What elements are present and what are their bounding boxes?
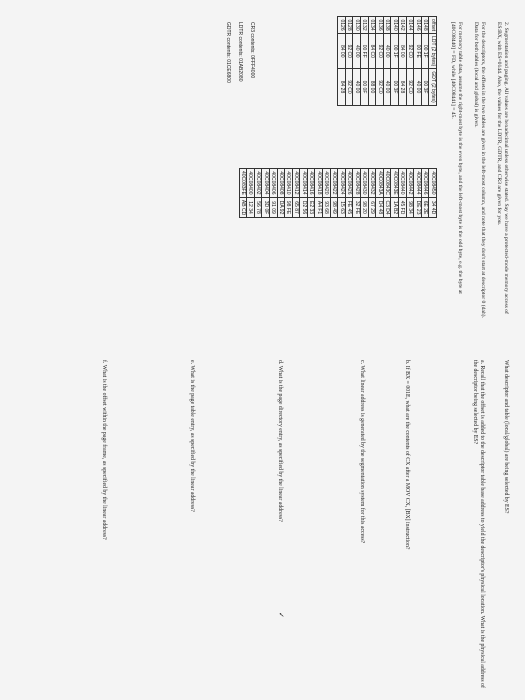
value-cell: DE 23 (414, 197, 422, 217)
value-cell: 56 78 (254, 197, 262, 217)
value-cell: 91 09 (269, 197, 277, 217)
ldt-cell: 92 C0 (376, 34, 384, 69)
ldt-cell: 00 FF (361, 34, 369, 69)
address-cell: 40C08450 (429, 169, 437, 198)
gdt-cell: 00 3F (391, 69, 399, 105)
ldt-cell: 92 C0 (345, 34, 353, 69)
ldt-cell: 84 C0 (368, 34, 376, 69)
memory-row (421, 169, 429, 218)
memory-row (345, 169, 353, 218)
memory-row (269, 169, 277, 218)
offset-cell: 0132 (361, 17, 369, 34)
memory-table (239, 168, 437, 218)
memory-note: For memory table data, assume the right-most byte is the even byte, and the left-most byte is the odd byte, e.g. the byte at [40C08440] = FD, while [40C08441] = 45. (450, 22, 463, 294)
ldt-cell: 00 1F (421, 34, 429, 69)
value-cell: E2 33 (307, 197, 315, 217)
memory-row (247, 169, 255, 218)
header-offset: offset (429, 17, 437, 34)
value-cell: A4 F1 (315, 197, 323, 217)
memory-row (323, 169, 331, 218)
value-cell: AB CD (239, 197, 247, 217)
descriptors-note: For the descriptors, the offsets in the two tables are given in the left-most column, and note that they don't start at descriptor 0 (dah). Data for both tables (local and global) is given. (473, 22, 486, 318)
value-cell: 1A B2 (391, 197, 399, 217)
value-cell: 3D 0F (262, 197, 270, 217)
address-cell: 40C08442 (406, 169, 414, 198)
address-cell: 40C08414 (300, 169, 308, 198)
question-c: c. What linear address is generated by the segmentation system for this access? (359, 360, 365, 544)
address-cell: 40C08400 (247, 169, 255, 198)
value-cell: 93 68 (323, 197, 331, 217)
value-cell: DA 92 (277, 197, 285, 217)
memory-row (285, 169, 293, 218)
ldt-cell: 84 00 (399, 34, 407, 69)
offset-cell: 0134 (368, 17, 376, 34)
address-cell: 40C08410 (285, 169, 293, 198)
address-cell: 40C08406 (269, 169, 277, 198)
value-cell: 98 FE (285, 197, 293, 217)
address-cell: 40C08440 (399, 169, 407, 198)
ldt-cell: 84 00 (338, 34, 346, 69)
question-a: a. Recall that the offset is added to the descriptor table base address to yield the descriptor's physical location. What is the physical address of the descriptor being selected by ES? (472, 360, 485, 688)
gdt-cell: 40 00 (414, 69, 422, 105)
descriptor-row (399, 17, 407, 106)
ldtr-contents: LDTR contents: 01AB2080 (237, 22, 243, 82)
offset-cell: 0138 (383, 17, 391, 34)
address-cell: 40C08420 (323, 169, 331, 198)
value-cell: 65 87 (292, 197, 300, 217)
memory-row (315, 169, 323, 218)
gdt-cell: 40 00 (353, 69, 361, 105)
gdt-cell: 92 C0 (345, 69, 353, 105)
memory-row (307, 169, 315, 218)
descriptor-row (338, 17, 346, 106)
memory-row (429, 169, 437, 218)
memory-row (361, 169, 369, 218)
problem-intro (495, 22, 509, 322)
gdt-cell: 40 00 (383, 69, 391, 105)
ldt-cell: 40 00 (383, 34, 391, 69)
address-cell: 40C08430 (361, 169, 369, 198)
memory-row (376, 169, 384, 218)
offset-cell: 0148 (421, 17, 429, 34)
memory-row (300, 169, 308, 218)
memory-row (399, 169, 407, 218)
header-ldt: LDT (2 bytes) (429, 34, 437, 69)
memory-row (338, 169, 346, 218)
descriptor-row (361, 17, 369, 106)
value-cell: FE 45 (345, 197, 353, 217)
memory-row (353, 169, 361, 218)
address-cell: 40C08424 (338, 169, 346, 198)
memory-row (406, 169, 414, 218)
descriptor-table-body (338, 17, 429, 106)
gdt-cell: 84 28 (399, 69, 407, 105)
value-cell: 45 FD (399, 197, 407, 217)
value-cell: 12 34 (247, 197, 255, 217)
memory-row (330, 169, 338, 218)
memory-row (383, 169, 391, 218)
value-cell: 98 34 (406, 197, 414, 217)
address-cell: 40C08412 (292, 169, 300, 198)
offset-cell: 0140 (391, 17, 399, 34)
offset-cell: 0130 (353, 17, 361, 34)
address-cell: 40C08418 (315, 169, 323, 198)
address-cell: 40C0843A (376, 169, 384, 198)
ldt-cell: 00 1F (391, 34, 399, 69)
address-cell: 40C08444 (414, 169, 422, 198)
value-cell: C3 D4 (383, 197, 391, 217)
descriptor-row (406, 17, 414, 106)
address-cell: 40C08408 (277, 169, 285, 198)
memory-row (239, 169, 247, 218)
gdt-cell: 92 C0 (376, 69, 384, 105)
memory-row (254, 169, 262, 218)
offset-cell: 0126 (338, 17, 346, 34)
value-cell: D4 48 (376, 197, 384, 217)
address-cell: 40C08416 (307, 169, 315, 198)
value-cell: 6E 2E (421, 197, 429, 217)
descriptor-row (383, 17, 391, 106)
address-cell: 40C083FE (239, 169, 247, 198)
question-d: d. What is the page directory entry, as specified by the linear address? (277, 360, 283, 522)
memory-row (262, 169, 270, 218)
address-cell: 40C08404 (262, 169, 270, 198)
offset-cell: 0146 (414, 17, 422, 34)
value-cell: 98 20 (361, 197, 369, 217)
question-descriptor: What descriptor and table (local/global) are being selected by ES? (503, 360, 509, 514)
address-cell: 40C08426 (345, 169, 353, 198)
descriptor-row (368, 17, 376, 106)
ldt-cell: 92 C0 (406, 34, 414, 69)
gdt-cell: 00 0F (361, 69, 369, 105)
descriptor-row (376, 17, 384, 106)
question-b: b. If BX = 001E, what are the contents of CX after a MOV CX, [BX] instruction? (404, 360, 410, 550)
ldt-cell: 40 00 (353, 34, 361, 69)
problem-number: 2. (503, 22, 509, 27)
address-cell: 40C0843C (383, 169, 391, 198)
gdt-cell: 88 00 (368, 69, 376, 105)
value-cell: 32 FE (353, 197, 361, 217)
value-cell: 67 29 (368, 197, 376, 217)
offset-cell: 0128 (345, 17, 353, 34)
gdt-cell: 00 3F (421, 69, 429, 105)
descriptor-row (345, 17, 353, 106)
descriptor-row (353, 17, 361, 106)
address-cell: 40C0843E (391, 169, 399, 198)
memory-row (277, 169, 285, 218)
descriptor-table-header (429, 17, 437, 106)
memory-row (368, 169, 376, 218)
descriptor-row (391, 17, 399, 106)
descriptor-table (337, 16, 437, 106)
cr3-contents: CR3 contents: 0FFF4000 (249, 22, 255, 79)
address-cell: 40C08446 (421, 169, 429, 198)
memory-table-body (239, 169, 436, 218)
value-cell: 98 49 (330, 197, 338, 217)
value-cell: 15 63 (338, 197, 346, 217)
offset-cell: 0136 (376, 17, 384, 34)
descriptor-row (421, 17, 429, 106)
address-cell: 40C08428 (353, 169, 361, 198)
intro-text: Segmentation and paging. All values are hexadecimal unless otherwise stated. Say we have a protected-mode memory access of ES:BX, with ES=0144. Also, the values for the LDTR, GDTR, and CR3 are given for you. (496, 22, 509, 314)
question-e: e. What is the page table entry, as specified by the linear address? (189, 360, 195, 512)
offset-cell: 0142 (399, 17, 407, 34)
value-cell: 34 4D (429, 197, 437, 217)
offset-cell: 0144 (406, 17, 414, 34)
question-f: f. What is the offset within the page frame, as specified by the linear address? (101, 360, 107, 540)
memory-row (292, 169, 300, 218)
gdt-cell: 92 C0 (406, 69, 414, 105)
check-mark: ✓ (277, 612, 285, 618)
gdtr-contents: GDTR contents: 01CE6800 (225, 22, 231, 83)
value-cell: D2 56 (300, 197, 308, 217)
header-gdt: GDT (2 bytes) (429, 69, 437, 105)
descriptor-row (414, 17, 422, 106)
address-cell: 40C08402 (254, 169, 262, 198)
memory-row (391, 169, 399, 218)
address-cell: 40C08422 (330, 169, 338, 198)
address-cell: 40C08432 (368, 169, 376, 198)
memory-row (414, 169, 422, 218)
ldt-cell: 00 FE (414, 34, 422, 69)
gdt-cell: 84 28 (338, 69, 346, 105)
